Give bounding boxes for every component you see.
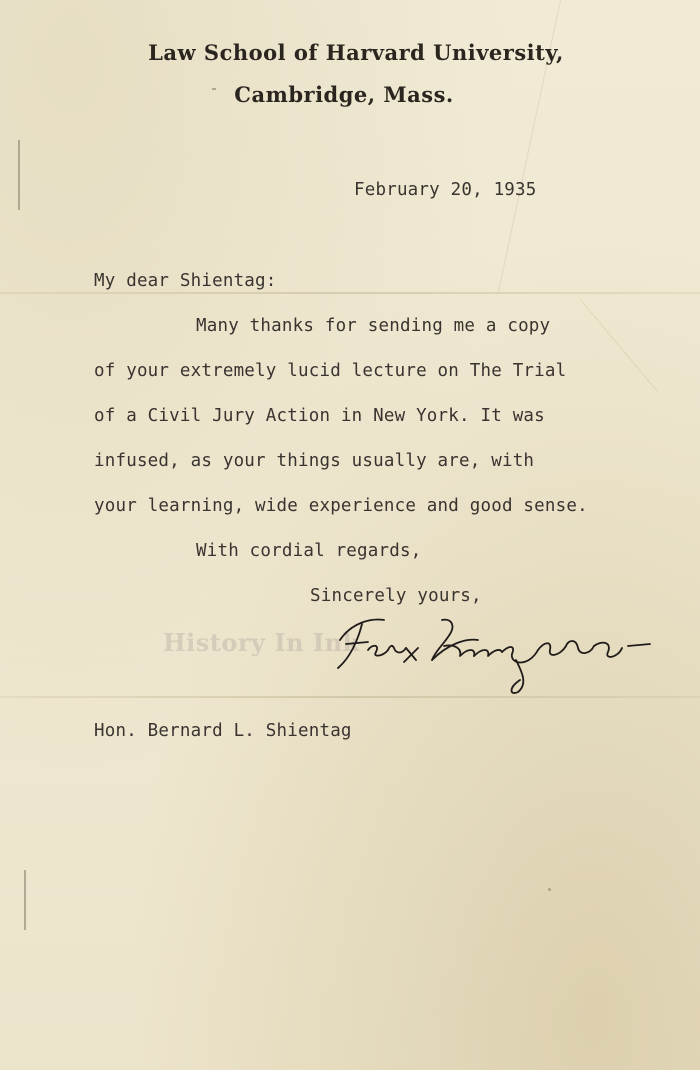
letterhead-location: Cambridge, Mass. (234, 82, 454, 107)
recipient-name: Hon. Bernard L. Shientag (94, 721, 352, 741)
body-line: infused, as your things usually are, with (94, 451, 535, 471)
body-line: your learning, wide experience and good sense. (94, 496, 588, 516)
handwritten-signature (332, 610, 662, 700)
body-line: of a Civil Jury Action in New York. It was (94, 406, 545, 426)
letter-date: February 20, 1935 (354, 180, 537, 200)
paper-blemish (18, 140, 20, 210)
regards-line: With cordial regards, (196, 541, 422, 561)
paper-blemish (24, 870, 26, 930)
watermark-text: History In Ink (163, 628, 360, 657)
closing-line: Sincerely yours, (310, 586, 482, 606)
body-line: of your extremely lucid lecture on The Trial (94, 361, 567, 381)
paper-fold-line (0, 292, 700, 294)
paper-crease (580, 299, 658, 392)
letterhead-institution: Law School of Harvard University, (148, 40, 564, 65)
salutation: My dear Shientag: (94, 271, 277, 291)
paper-blemish (548, 888, 551, 891)
body-line: Many thanks for sending me a copy (196, 316, 551, 336)
